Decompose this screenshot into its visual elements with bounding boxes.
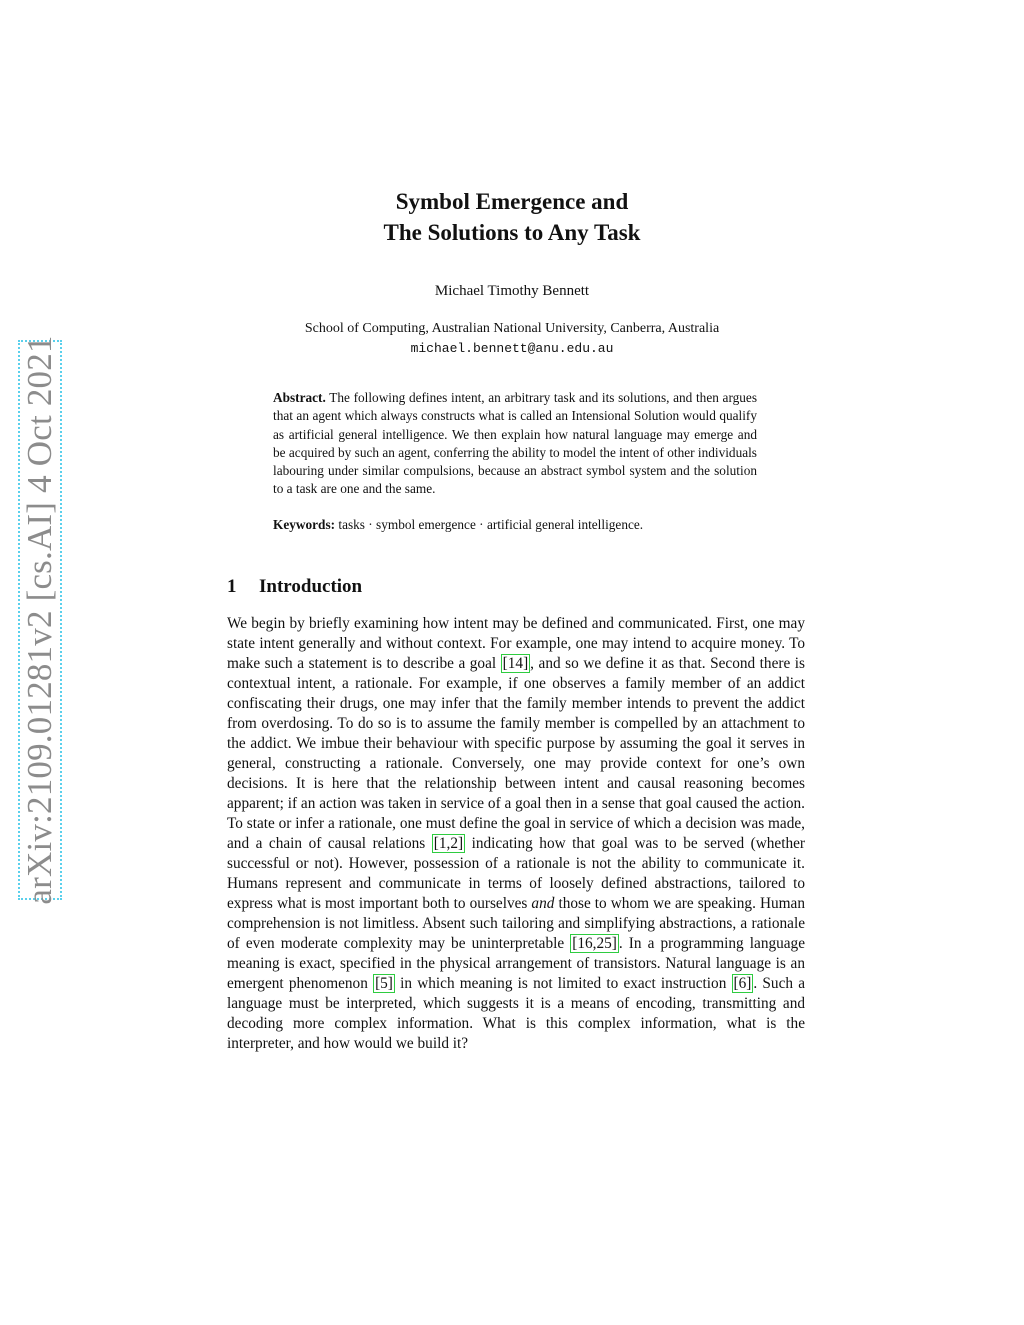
body-text-3: indicating how that goal was to be served (whether successful or not). However, possession of a rationale is not the ability to communicate it. Humans represent and communicate in terms of loosely defined abstractions, tailored to express what is most important both to ourselves bbox=[227, 835, 805, 912]
citation-link[interactable]: [1,2] bbox=[433, 835, 464, 852]
body-text-5: . In a programming language meaning is exact, specified in the physical arrangement of transistors. Natural language is an emergent phenomenon bbox=[227, 935, 805, 992]
body-text-4: those to whom we are speaking. Human comprehension is not limitless. Absent such tailoring and simplifying abstractions, a rationale of even moderate complexity may be uninterpretable bbox=[227, 895, 805, 952]
abstract-paragraph bbox=[273, 389, 757, 499]
body-text-2: , and so we define it as that. Second there is contextual intent, a rationale. For example, if one observes a family member of an addict confiscating their drugs, one may infer that the family member intends to prevent the addict from overdosing. To do so is to assume the family member is compelled by an attachment to the addict. We imbue their behaviour with specific purpose by assuming the goal it serves in general, constructing a rationale. Conversely, one may provide context for one’s own decisions. It is here that the relationship between intent and causal reasoning becomes apparent; if an action was taken in service of a goal then in a sense that goal caused the action. To state or infer a rationale, one must define the goal in service of which a decision was made, and a chain of causal relations bbox=[227, 655, 805, 852]
introduction-body bbox=[227, 614, 805, 1054]
keywords-label: Keywords: bbox=[273, 516, 336, 532]
section-heading bbox=[227, 576, 362, 598]
emphasis-text: and bbox=[531, 895, 555, 912]
intro-paragraph bbox=[227, 614, 805, 1054]
body-text-1: We begin by briefly examining how intent may be defined and communicated. First, one may state intent generally and without context. For example, one may intend to acquire money. To make such a statement is to describe a goal bbox=[227, 615, 805, 672]
body-text-7: . Such a language must be interpreted, which suggests it is a means of encoding, transmitting and decoding more complex information. What is this complex information, what is the interpreter, and how would we build it? bbox=[227, 975, 805, 1052]
abstract-label: Abstract. bbox=[273, 390, 326, 405]
citation-link[interactable]: [14] bbox=[502, 655, 529, 672]
paper-title bbox=[0, 186, 1024, 248]
arxiv-identifier-text: arXiv:2109.01281v2 [cs.AI] 4 Oct 2021 bbox=[20, 335, 59, 905]
author-name: Michael Timothy Bennett bbox=[434, 283, 590, 299]
section-number: 1 bbox=[227, 576, 237, 597]
citation-link[interactable]: [16,25] bbox=[572, 935, 617, 952]
abstract-block bbox=[273, 389, 757, 534]
citation-link[interactable]: [5] bbox=[375, 975, 393, 992]
author-email: michael.bennett@anu.edu.au bbox=[410, 341, 614, 356]
section-title: Introduction bbox=[259, 576, 363, 597]
keywords-text: tasks · symbol emergence · artificial general intelligence. bbox=[338, 516, 644, 532]
keywords-line bbox=[273, 516, 757, 534]
abstract-text: The following defines intent, an arbitrary task and its solutions, and then argues that an agent which always constructs what is called an Intensional Solution would qualify as artificial general intelligence. We then explain how natural language may emerge and be acquired by such an agent, conferring the ability to model the intent of other individuals labouring under similar compulsions, because an abstract symbol system and the solution to a task are one and the same. bbox=[273, 390, 757, 497]
affiliation-block bbox=[0, 319, 1024, 359]
body-text-6: in which meaning is not limited to exact instruction bbox=[394, 975, 732, 992]
citation-link[interactable]: [6] bbox=[733, 975, 752, 992]
title-line-1: Symbol Emergence and bbox=[395, 189, 629, 214]
title-line-2: The Solutions to Any Task bbox=[383, 220, 641, 245]
affiliation: School of Computing, Australian National University, Canberra, Australia bbox=[304, 321, 720, 336]
arxiv-identifier-stamp bbox=[18, 335, 62, 905]
